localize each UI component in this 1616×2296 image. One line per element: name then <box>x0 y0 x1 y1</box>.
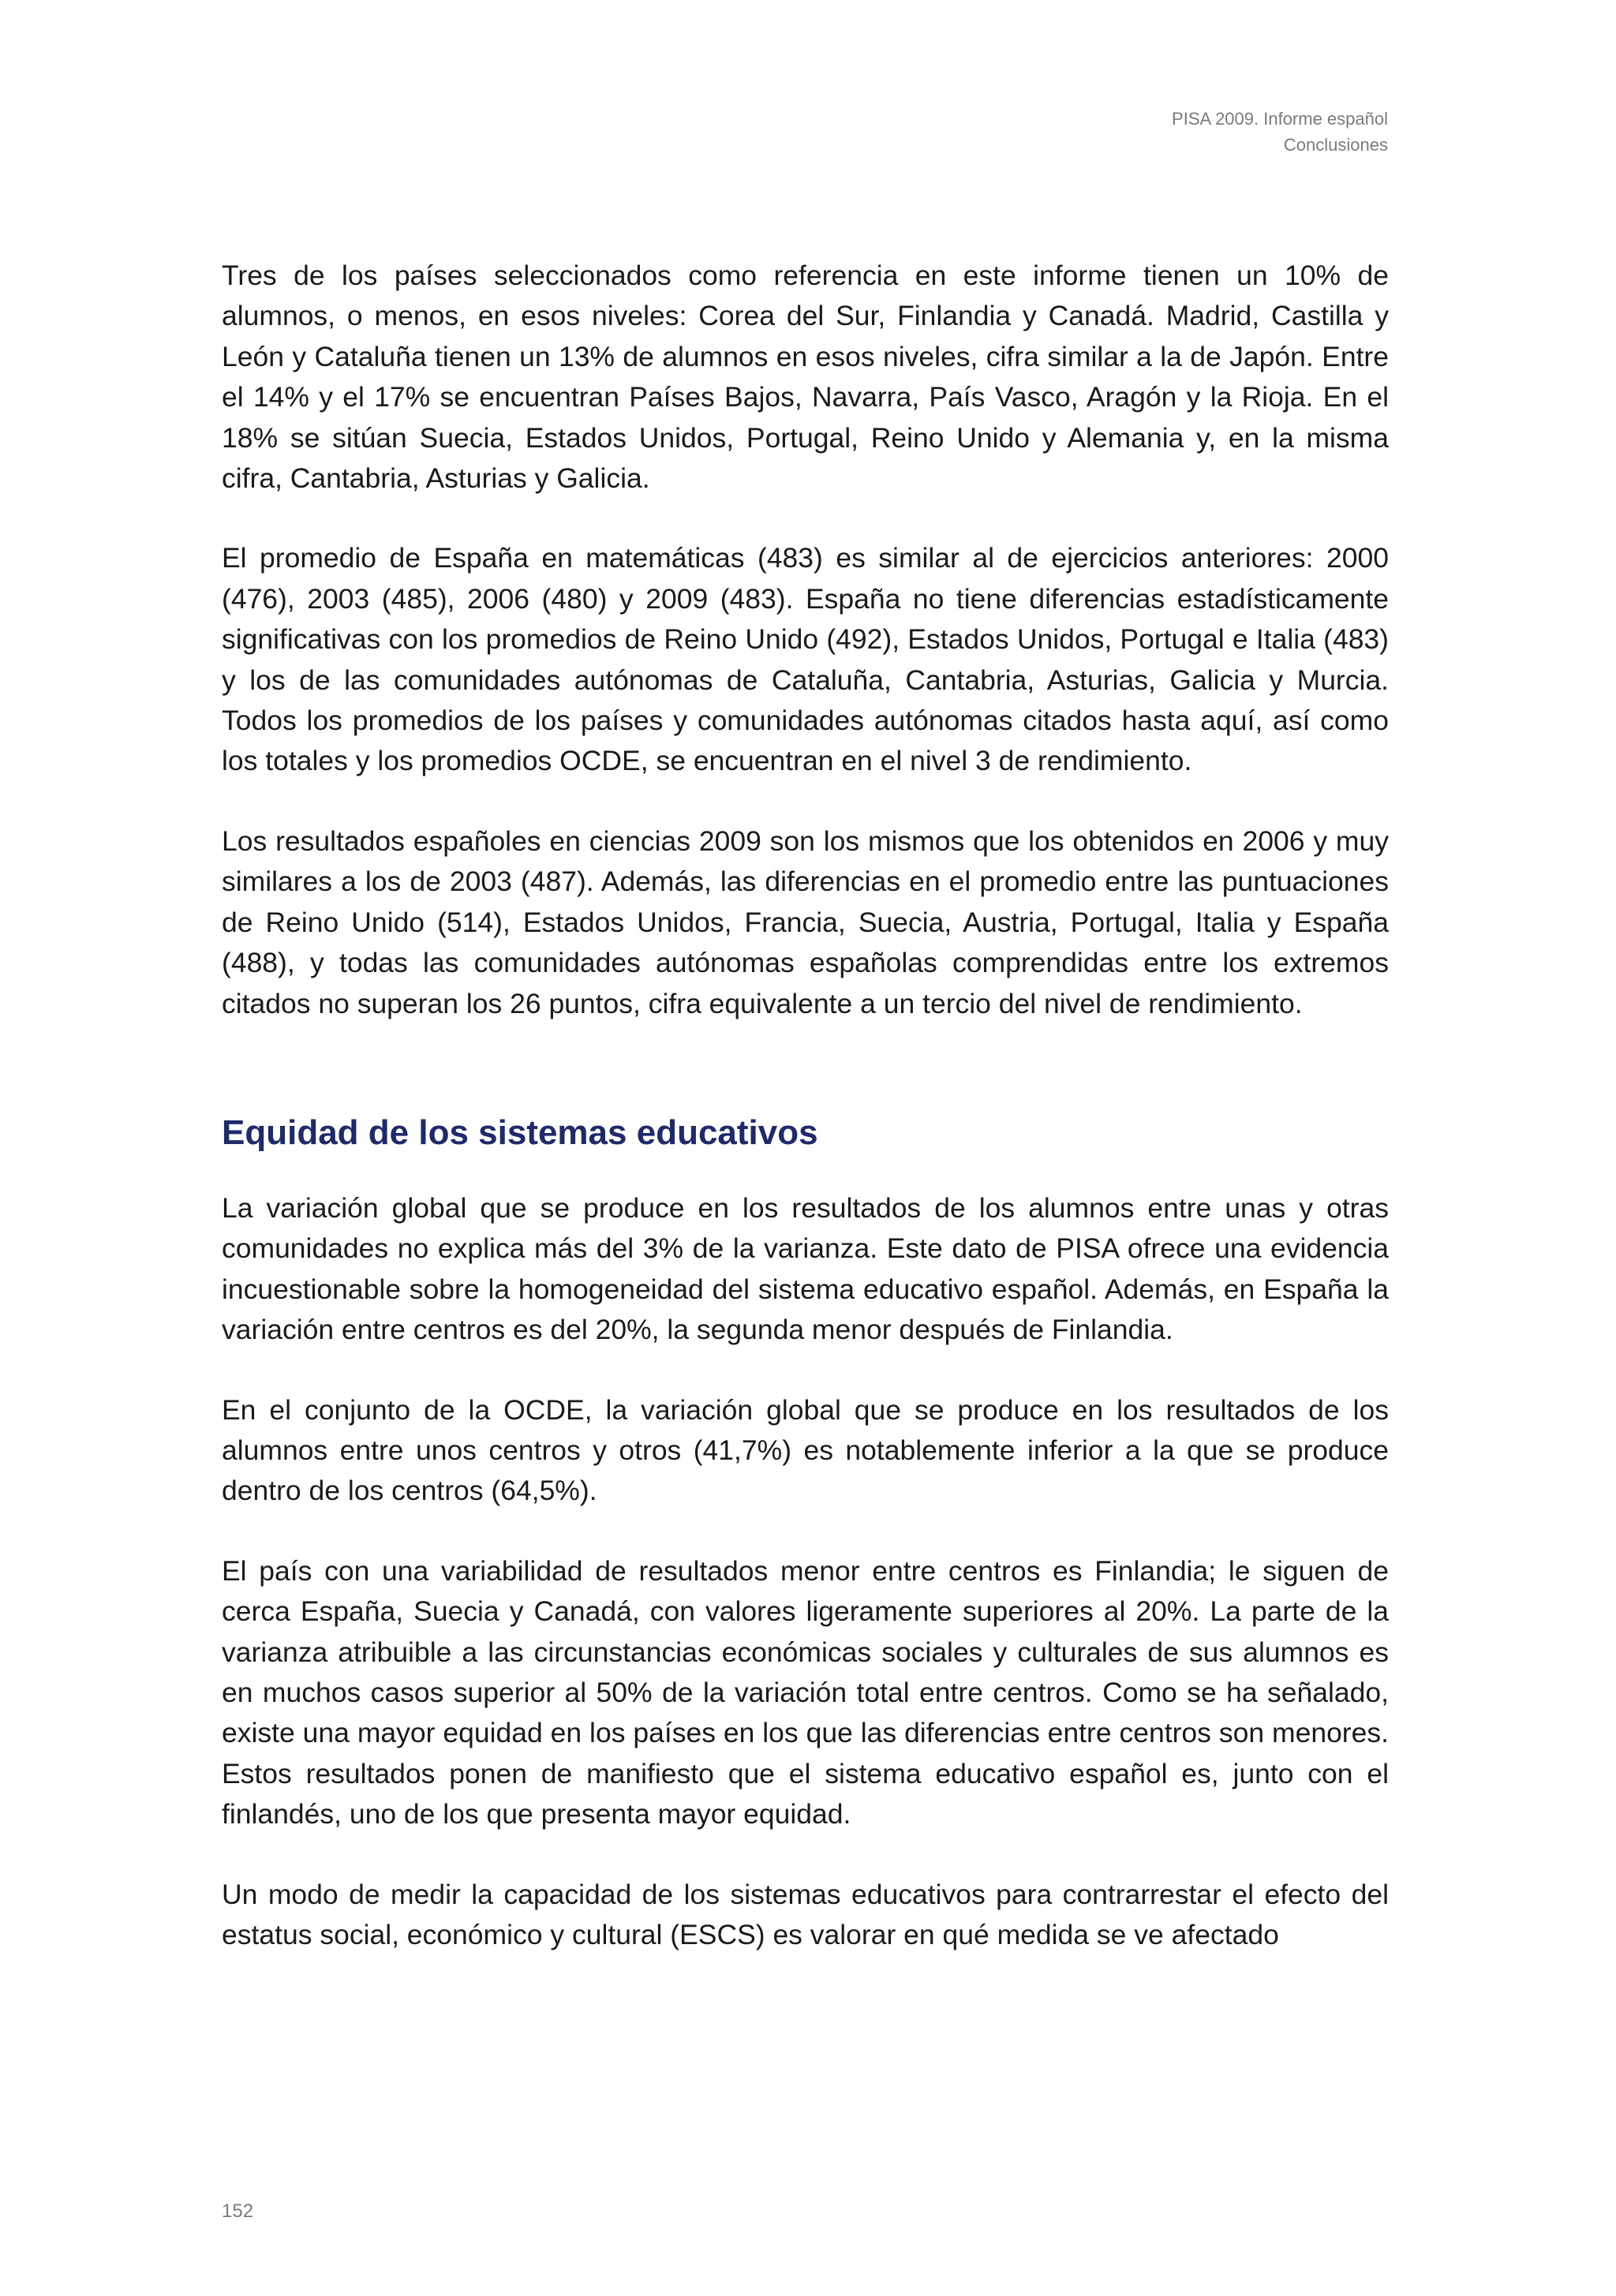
page-number: 152 <box>222 2201 254 2222</box>
page-body <box>222 256 1389 1955</box>
body-paragraph: La variación global que se produce en los resultados de los alumnos entre unas y otras comunidades no explica más del 3% de la varianza. Este dato de PISA ofrece una evidencia incuestionable sobre la homogeneidad del sistema educativo español. Además, en España la variación entre centros es del 20%, la segunda menor después de Finlandia. <box>222 1191 1389 1346</box>
body-paragraph: El país con una variabilidad de resultados menor entre centros es Finlandia; le siguen de cerca España, Suecia y Canadá, con valores ligeramente superiores al 20%. La parte de la varianza atribuible a las circunstancias económicas sociales y culturales de sus alumnos es en muchos casos superior al 50% de la variación total entre centros. Como se ha señalado, existe una mayor equidad en los países en los que las diferencias entre centros son menores. Estos resultados ponen de manifiesto que el sistema educativo español es, junto con el finlandés, uno de los que presenta mayor equidad. <box>222 1554 1389 1830</box>
header-chapter-title: Conclusiones <box>1283 135 1388 155</box>
body-paragraph: En el conjunto de la OCDE, la variación global que se produce en los resultados de los alumnos entre unos centros y otros (41,7%) es notablemente inferior a la que se produce dentro de los centros (64,5%). <box>222 1393 1389 1507</box>
running-header <box>1172 106 1388 158</box>
body-paragraph: El promedio de España en matemáticas (483) es similar al de ejercicios anteriores: 2000 (476), 2003 (485), 2006 (480) y 2009 (483). España no tiene diferencias estadísticamente significativas con los promedios de Reino Unido (492), Estados Unidos, Portugal e Italia (483) y los de las comunidades autónomas de Cataluña, Cantabria, Asturias, Galicia y Murcia. Todos los promedios de los países y comunidades autónomas citados hasta aquí, así como los totales y los promedios OCDE, se encuentran en el nivel 3 de rendimiento. <box>222 542 1389 777</box>
body-paragraph: Un modo de medir la capacidad de los sistemas educativos para contrarrestar el efecto del estatus social, económico y cultural (ESCS) es valorar en qué medida se ve afectado <box>222 1878 1389 1950</box>
section-heading: Equidad de los sistemas educativos <box>222 1112 818 1152</box>
body-paragraph: Los resultados españoles en ciencias 2009 son los mismos que los obtenidos en 2006 y muy similares a los de 2003 (487). Además, las diferencias en el promedio entre las puntuaciones de Reino Unido (514), Estados Unidos, Francia, Suecia, Austria, Portugal, Italia y España (488), y todas las comunidades autónomas españolas comprendidas entre los extremos citados no superan los 26 puntos, cifra equivalente a un tercio del nivel de rendimiento. <box>222 825 1389 1019</box>
body-paragraph: Tres de los países seleccionados como referencia en este informe tienen un 10% de alumnos, o menos, en esos niveles: Corea del Sur, Finlandia y Canadá. Madrid, Castilla y León y Cataluña tienen un 13% de alumnos en esos niveles, cifra similar a la de Japón. Entre el 14% y el 17% se encuentran Países Bajos, Navarra, País Vasco, Aragón y la Rioja. En el 18% se sitúan Suecia, Estados Unidos, Portugal, Reino Unido y Alemania y, en la misma cifra, Cantabria, Asturias y Galicia. <box>222 260 1389 495</box>
header-document-title: PISA 2009. Informe español <box>1172 109 1388 129</box>
